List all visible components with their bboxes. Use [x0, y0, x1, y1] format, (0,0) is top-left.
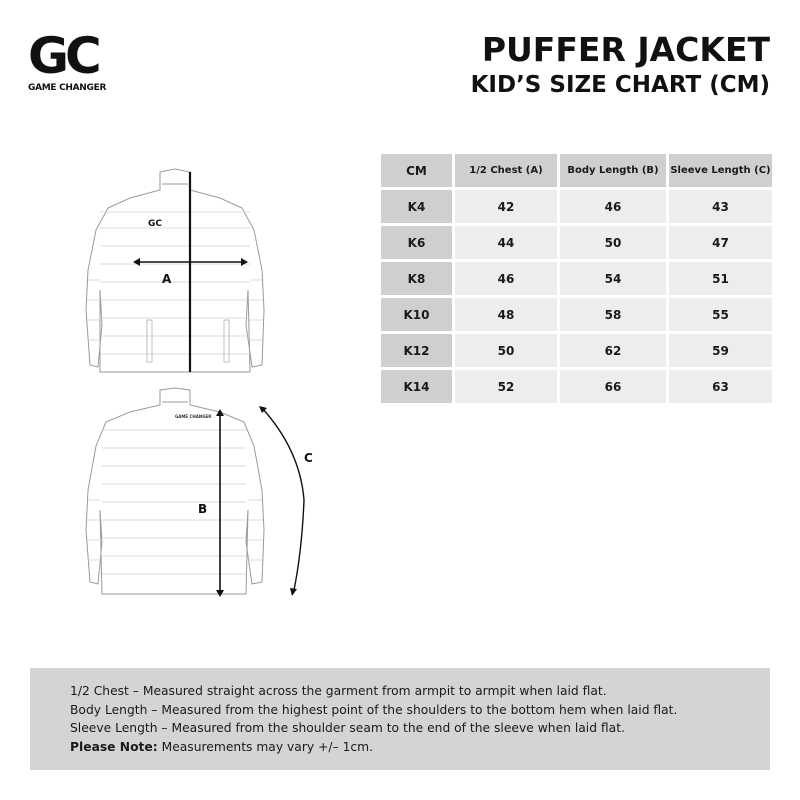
- brand-logo: [28, 27, 128, 93]
- header-sleeve-length: Sleeve Length (C): [669, 154, 772, 187]
- back-jacket: [86, 388, 313, 597]
- chest-value: 52: [455, 370, 557, 403]
- size-label: K10: [381, 298, 452, 331]
- size-label: K12: [381, 334, 452, 367]
- sleeve-length-value: 43: [669, 190, 772, 223]
- header-chest: 1/2 Chest (A): [455, 154, 557, 187]
- sleeve-length-value: 55: [669, 298, 772, 331]
- body-length-value: 50: [560, 226, 666, 259]
- body-length-value: 62: [560, 334, 666, 367]
- measurement-notes: [30, 668, 770, 770]
- front-jacket: [86, 169, 264, 372]
- table-row: [381, 334, 772, 367]
- note-sleeve-length: Sleeve Length – Measured from the shoulder seam to the end of the sleeve when laid flat.: [70, 721, 625, 735]
- label-b: B: [198, 502, 208, 516]
- size-label: K4: [381, 190, 452, 223]
- sleeve-length-value: 51: [669, 262, 772, 295]
- label-a: A: [162, 272, 172, 286]
- note-please: [70, 738, 770, 757]
- note-body-length: Body Length – Measured from the highest point of the shoulders to the bottom hem when laid flat.: [70, 702, 678, 717]
- please-note-text: Measurements may vary +/– 1cm.: [157, 739, 374, 754]
- body-length-value: 46: [560, 190, 666, 223]
- table-row: [381, 226, 772, 259]
- table-row: [381, 298, 772, 331]
- back-neck-logo: GAME CHANGER: [175, 414, 212, 419]
- front-chest-logo: GC: [148, 219, 162, 229]
- logo-mark: GC: [28, 27, 98, 85]
- sleeve-length-value: 63: [669, 370, 772, 403]
- size-label: K14: [381, 370, 452, 403]
- title-product: PUFFER JACKET: [481, 30, 770, 69]
- jacket-diagram: [0, 150, 340, 610]
- table-row: [381, 370, 772, 403]
- sleeve-arrow-bottom: [290, 588, 297, 596]
- chest-value: 42: [455, 190, 557, 223]
- table-row: [381, 190, 772, 223]
- page-title: [471, 30, 770, 100]
- logo-text: GAME CHANGER: [28, 83, 107, 93]
- size-label: K6: [381, 226, 452, 259]
- chest-value: 44: [455, 226, 557, 259]
- sleeve-length-value: 59: [669, 334, 772, 367]
- body-length-value: 58: [560, 298, 666, 331]
- header-body-length: Body Length (B): [560, 154, 666, 187]
- sleeve-length-curve: [262, 408, 304, 590]
- size-chart-table: [378, 151, 775, 406]
- header-cm: CM: [381, 154, 452, 187]
- chest-value: 50: [455, 334, 557, 367]
- title-subtitle: KID’S SIZE CHART (CM): [470, 72, 770, 98]
- chest-value: 46: [455, 262, 557, 295]
- table-header-row: [381, 154, 772, 187]
- sleeve-length-value: 47: [669, 226, 772, 259]
- chest-value: 48: [455, 298, 557, 331]
- label-c: C: [304, 451, 313, 465]
- size-label: K8: [381, 262, 452, 295]
- please-note-label: Please Note:: [70, 739, 158, 754]
- body-length-value: 66: [560, 370, 666, 403]
- note-chest: 1/2 Chest – Measured straight across the garment from armpit to armpit when laid flat.: [70, 684, 607, 698]
- table-row: [381, 262, 772, 295]
- body-length-value: 54: [560, 262, 666, 295]
